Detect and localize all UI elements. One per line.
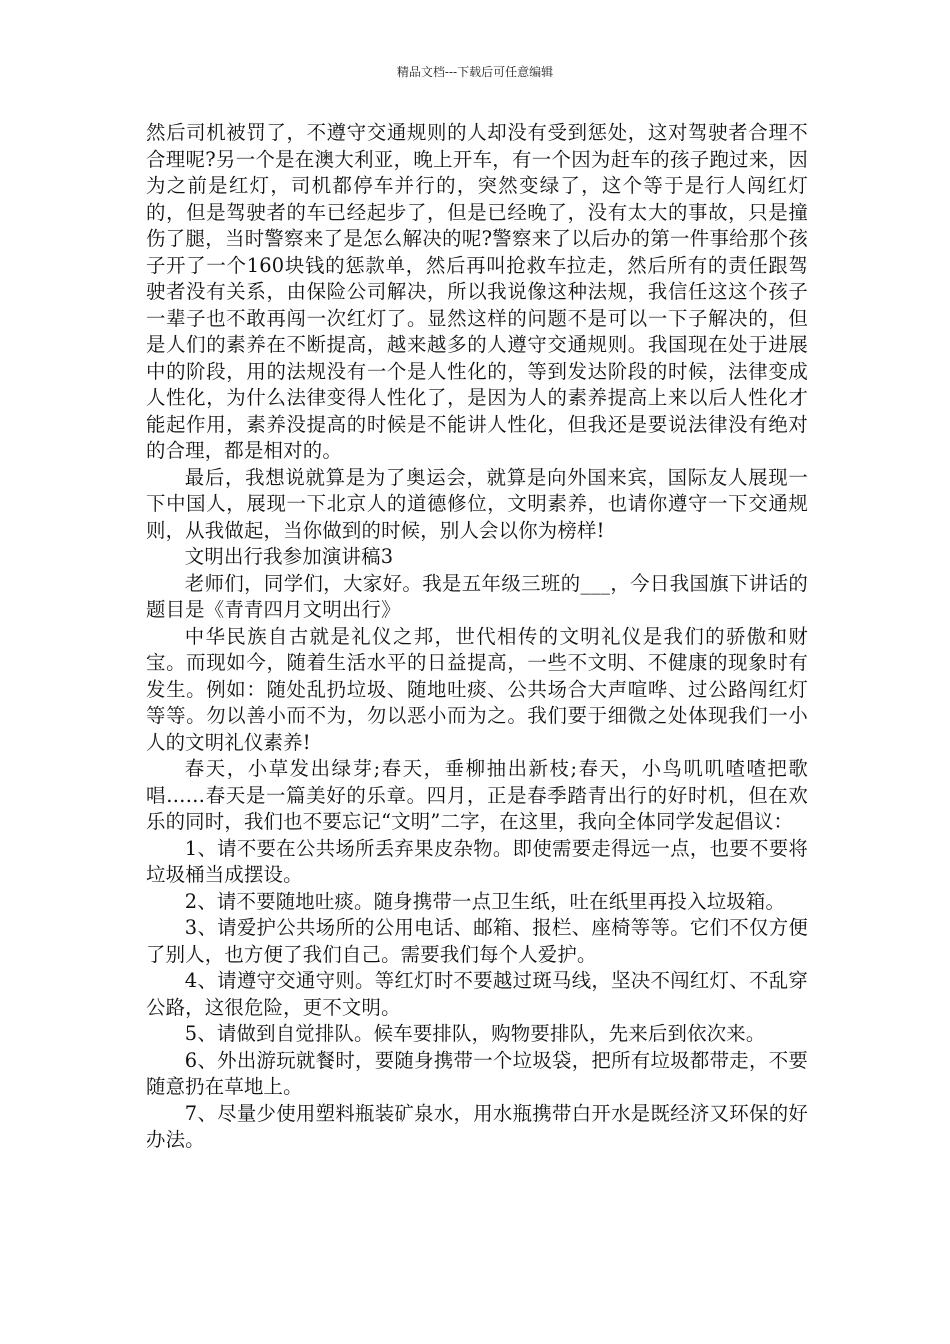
paragraph-spring: 春天，小草发出绿芽;春天，垂柳抽出新枝;春天，小鸟叽叽喳喳把歌唱……春天是一篇美好的乐章。四月，正是春季踏青出行的好时机，但在欢乐的同时，我们也不要忘记“文明”二字，在这里，我向全体同学发起倡议： [146,757,808,833]
list-item-7: 7、尽量少使用塑料瓶装矿泉水，用水瓶携带白开水是既经济又环保的好办法。 [146,1101,808,1151]
paragraph-continuation: 然后司机被罚了，不遵守交通规则的人却没有受到惩处，这对驾驶者合理不合理呢?另一个是在澳大利亚，晚上开车，有一个因为赶车的孩子跑过来，因为之前是红灯，司机都停车并行的，突然变绿了，这个等于是行人闯红灯的，但是驾驶者的车已经起步了，但是已经晚了，没有太大的事故，只是撞伤了腿，当时警察来了是怎么解决的呢?警察来了以后办的第一件事给那个孩子开了一个160块钱的惩款单，然后再叫抢救车拉走，然后所有的责任跟驾驶者没有关系，由保险公司解决，所以我说像这种法规，我信任这这个孩子一辈子也不敢再闯一次红灯了。显然这样的问题不是可以一下子解决的，但是人们的素养在不断提高，越来越多的人遵守交通规则。我国现在处于进展中的阶段，用的法规没有一个是人性化的，等到发达阶段的时候，法律变成人性化，为什么法律变得人性化了，是因为人的素养提高上来以后人性化才能起作用，素养没提高的时候是不能讲人性化，但我还是要说法律没有绝对的合理，都是相对的。 [146,121,808,462]
section-title: 文明出行我参加演讲稿3 [184,545,394,568]
list-item-1: 1、请不要在公共场所丢弃果皮杂物。即使需要走得远一点，也要不要将垃圾桶当成摆设。 [146,836,808,886]
paragraph-conclusion: 最后，我想说就算是为了奥运会，就算是向外国来宾，国际友人展现一下中国人，展现一下北京人的道德修位，文明素养，也请你遵守一下交通规则，从我做起，当你做到的时候，别人会以你为榜样! [146,465,808,542]
list-item-6: 6、外出游玩就餐时，要随身携带一个垃圾袋，把所有垃圾都带走，不要随意扔在草地上。 [146,1048,808,1098]
list-item-2: 2、请不要随地吐痰。随身携带一点卫生纸，吐在纸里再投入垃圾箱。 [184,889,786,913]
list-item-5: 5、请做到自觉排队。候车要排队，购物要排队，先来后到依次来。 [184,1022,766,1045]
page-header: 精品文档---下载后可任意编辑 [396,65,554,79]
document-body [146,120,808,1154]
paragraph-greeting: 老师们，同学们，大家好。我是五年级三班的___，今日我国旗下讲话的题目是《青青四月文明出行》 [146,571,808,621]
list-item-4: 4、请遵守交通守则。等红灯时不要越过斑马线，坚决不闯红灯、不乱穿公路，这很危险，更不文明。 [146,969,808,1019]
list-item-3: 3、请爱护公共场所的公用电话、邮箱、报栏、座椅等等。它们不仅方便了别人，也方便了我们自己。需要我们每个人爱护。 [146,916,808,966]
paragraph-intro: 中华民族自古就是礼仪之邦，世代相传的文明礼仪是我们的骄傲和财宝。而现如今，随着生活水平的日益提高，一些不文明、不健康的现象时有发生。例如：随处乱扔垃圾、随地吐痰、公共场合大声喧哗、过公路闯红灯等等。勿以善小而不为，勿以恶小而为之。我们要于细微之处体现我们一小人的文明礼仪素养! [146,624,808,754]
